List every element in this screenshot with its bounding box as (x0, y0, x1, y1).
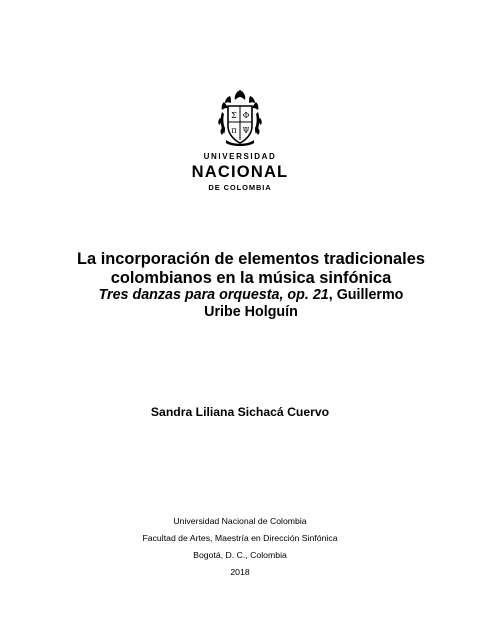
svg-text:Ψ: Ψ (242, 126, 250, 135)
subtitle-line-1 (60, 287, 442, 304)
thesis-subtitle (60, 287, 442, 321)
title-line-1: La incorporación de elementos tradicionales (77, 250, 425, 268)
title-line-2: colombianos en la música sinfónica (110, 268, 392, 287)
subtitle-line-2: Uribe Holguín (204, 304, 298, 320)
footer-institution: Universidad Nacional de Colombia (173, 516, 307, 526)
footer-year: 2018 (230, 567, 250, 577)
svg-text:Φ: Φ (242, 111, 250, 120)
svg-text:π: π (231, 126, 237, 135)
university-name-main: NACIONAL (191, 163, 289, 181)
university-crest (0, 88, 480, 148)
cover-footer (0, 513, 480, 581)
university-name-top: UNIVERSIDAD (203, 152, 277, 161)
footer-faculty: Facultad de Artes, Maestría en Dirección Sinfónica (142, 533, 338, 543)
crest-icon (216, 88, 264, 148)
subtitle-work-title: Tres danzas para orquesta, op. 21 (98, 287, 329, 303)
university-name-bottom: DE COLOMBIA (208, 183, 272, 192)
subtitle-separator: , (328, 287, 337, 303)
subtitle-composer-first: Guillermo (336, 287, 404, 303)
svg-text:Σ: Σ (231, 111, 237, 120)
thesis-title (60, 250, 442, 287)
author-name: Sandra Liliana Sichacá Cuervo (150, 405, 330, 419)
footer-place: Bogotá, D. C., Colombia (193, 550, 287, 560)
